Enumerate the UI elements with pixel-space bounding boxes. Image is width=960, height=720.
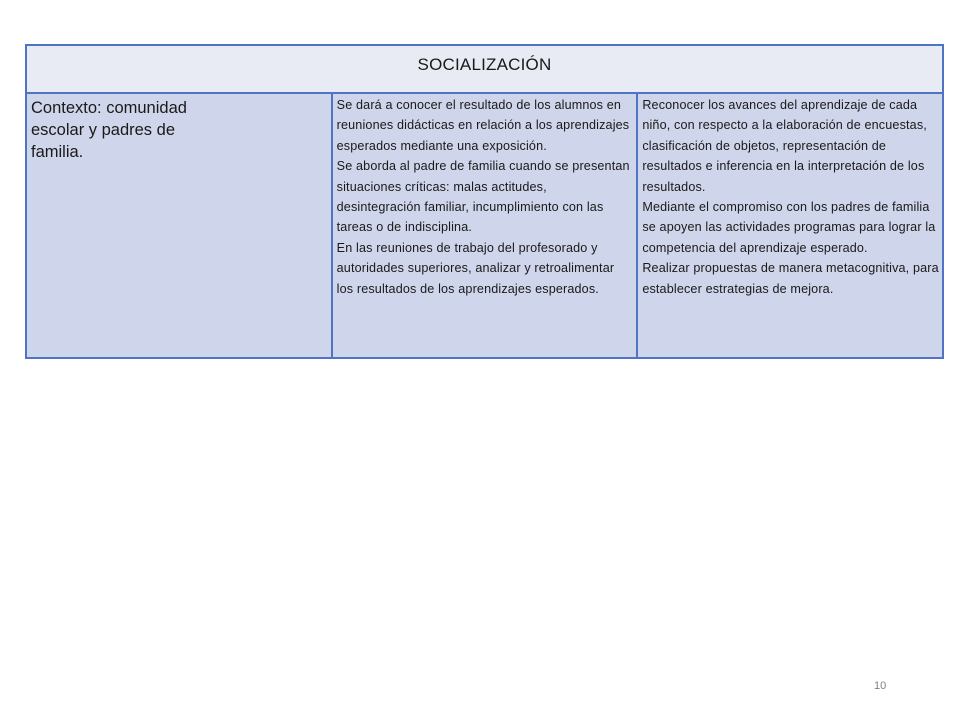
context-text: Contexto: comunidad escolar y padres de familia. (31, 99, 187, 161)
table-title: SOCIALIZACIÓN (417, 55, 552, 74)
goals-paragraph: Realizar propuestas de manera metacognitiva, para establecer estrategias de mejora. (642, 261, 939, 296)
table-header-row (26, 45, 943, 93)
context-cell (26, 93, 332, 358)
actions-paragraph: Se dará a conocer el resultado de los alumnos en reuniones didácticas en relación a los aprendizajes esperados mediante una exposición. (336, 98, 630, 153)
table-body-row (26, 93, 943, 358)
goals-paragraph: Reconocer los avances del aprendizaje de cada niño, con respecto a la elaboración de encuestas, clasificación de objetos, representación de resultados e inferencia en la interpretación de los resultados. (642, 98, 927, 194)
actions-paragraph: En las reuniones de trabajo del profesorado y autoridades superiores, analizar y retroalimentar los resultados de los aprendizajes esperados. (336, 240, 615, 296)
goals-text (638, 94, 942, 299)
table-header-cell (26, 45, 943, 93)
actions-cell (332, 93, 638, 358)
goals-cell (637, 93, 943, 358)
socializacion-table (25, 44, 944, 359)
actions-text (333, 94, 637, 299)
goals-paragraph: Mediante el compromiso con los padres de familia se apoyen las actividades programas para lograr la competencia del aprendizaje esperado. (642, 200, 936, 255)
actions-paragraph: Se aborda al padre de familia cuando se presentan situaciones críticas: malas actitudes, desintegración familiar, incumplimiento con las tareas o de indisciplina. (336, 159, 630, 235)
page-number: 10 (874, 680, 887, 692)
